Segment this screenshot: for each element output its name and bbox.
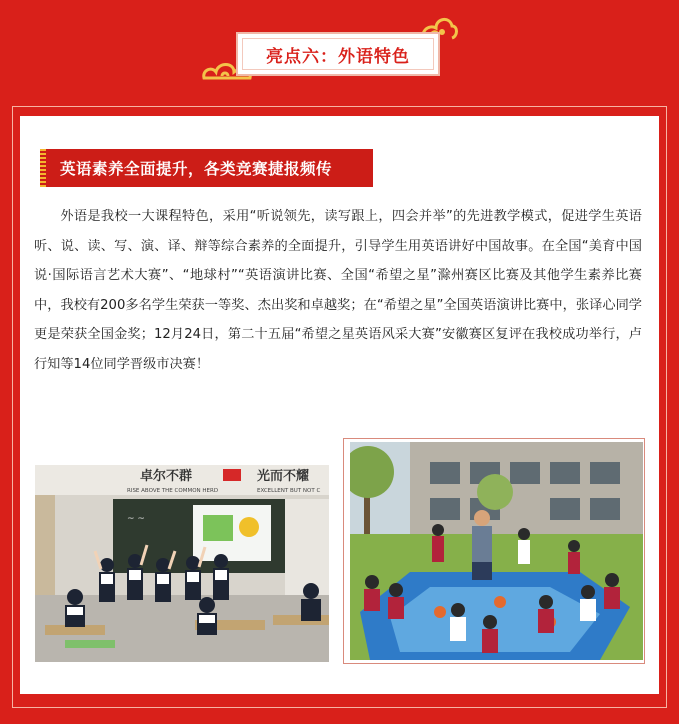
motto-caption-right: EXCELLENT BUT NOT C [257, 488, 321, 494]
section-heading-banner [40, 149, 373, 187]
motto-left: 卓尔不群 [140, 469, 193, 484]
section-heading: 英语素养全面提升，各类竞赛捷报频传 [60, 160, 333, 178]
section-paragraph: 外语是我校一大课程特色，采用“听说领先，读写跟上，四会并举”的先进教学模式，促进学生英语听、说、读、写、演、译、辩等综合素养的全面提升，引导学生用英语讲好中国故事。在全国“美育中国说·国际语言艺术大赛”、“地球村”“英语演讲比赛、全国“希望之星”滁州赛区比赛及其他学生素养比赛中，我校有200多名学生荣获一等奖、杰出奖和卓越奖；在“希望之星”全国英语演讲比赛中，张译心同学更是荣获全国金奖；12月24日，第二十五届“希望之星英语风采大赛”安徽赛区复评在我校成功举行，卢行知等14位同学晋级市决赛！ [34, 209, 642, 372]
page-title: 亮点六：外语特色 [266, 46, 410, 67]
classroom-photo [35, 465, 329, 662]
page-title-tab [236, 32, 440, 76]
motto-right: 光而不耀 [257, 469, 310, 484]
outdoor-photo [350, 442, 643, 660]
content-card [20, 116, 659, 694]
motto-caption-left: RISE ABOVE THE COMMON HERD [127, 488, 219, 494]
banner-stripe [40, 149, 46, 187]
svg-text:~ ~: ~ ~ [127, 514, 145, 524]
